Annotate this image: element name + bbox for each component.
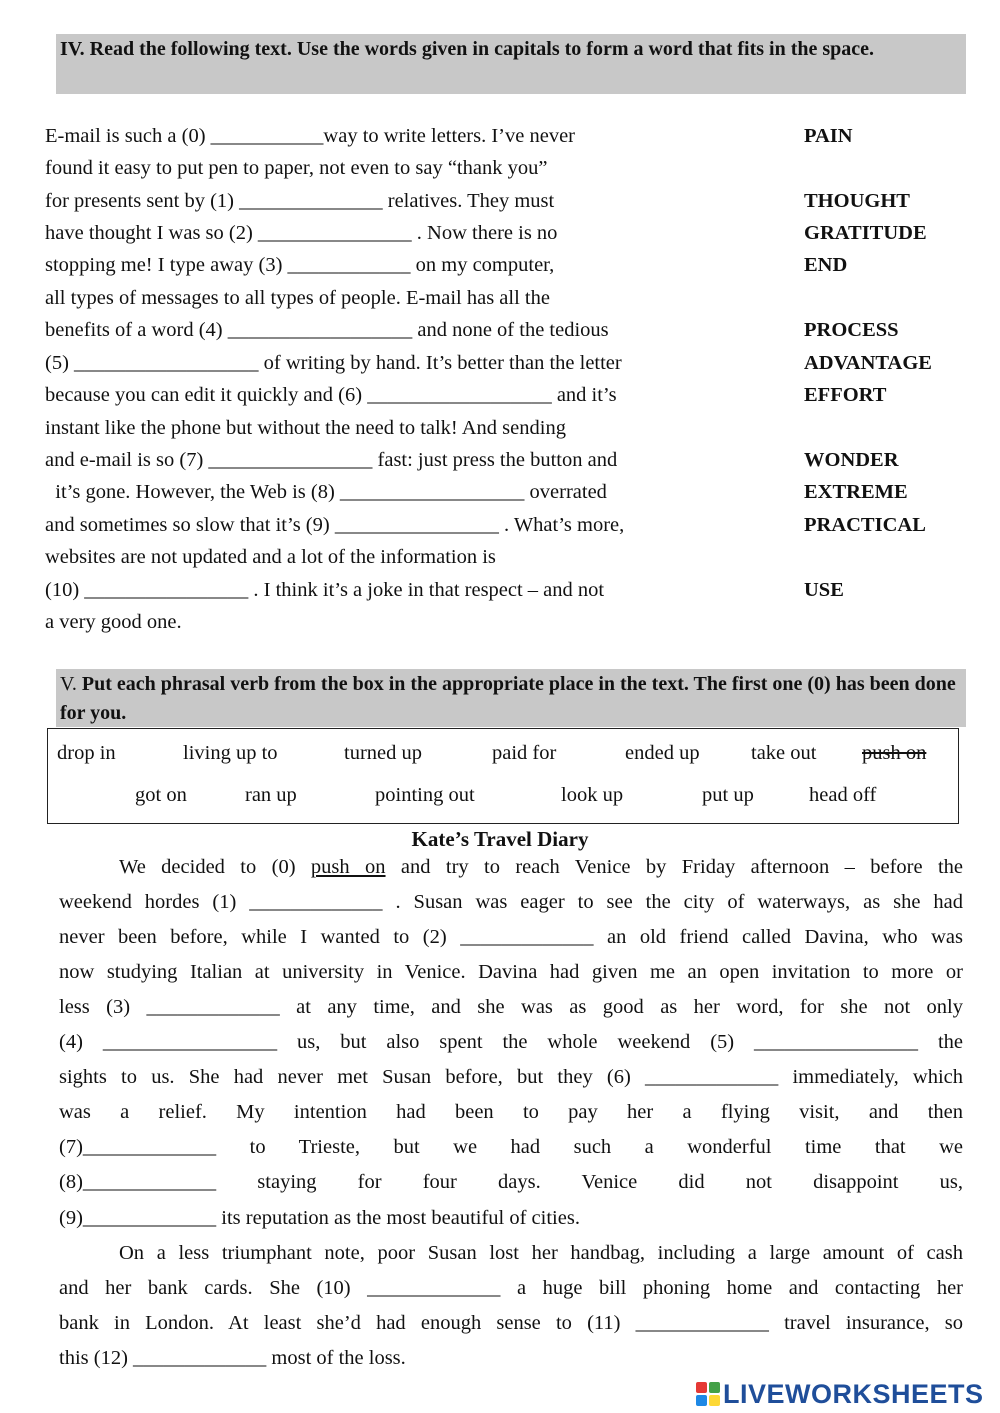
logo-square-blue <box>696 1395 707 1406</box>
logo-text: LIVEWORKSHEETS <box>723 1378 984 1409</box>
text-line: instant like the phone but without the need to talk! And sending <box>45 417 566 439</box>
text-line: stopping me! I type away (3) ____________ on my computer, <box>45 254 555 276</box>
text-line: E-mail is such a (0) ___________way to write letters. I’ve never <box>45 125 575 147</box>
text-line: for presents sent by (1) ______________ relatives. They must <box>45 190 555 212</box>
example-answer: push on <box>310 856 386 878</box>
capital-word: END <box>804 254 848 276</box>
capital-word: THOUGHT <box>804 190 910 212</box>
capital-word: PRACTICAL <box>804 514 926 536</box>
text-line: and her bank cards. She (10) _____________ a huge bill phoning home and contacting her <box>59 1277 963 1299</box>
text-line: all types of messages to all types of people. E-mail has all the <box>45 287 550 309</box>
phrasal-verb: paid for <box>492 742 557 764</box>
phrasal-verb: head off <box>809 784 877 806</box>
text-line: sights to us. She had never met Susan before, but they (6) _____________ immediately, which <box>59 1066 963 1088</box>
text-line: have thought I was so (2) _______________ . Now there is no <box>45 222 558 244</box>
text-line: (8)_____________ staying for four days. Venice did not disappoint us, <box>59 1171 963 1193</box>
text-line: found it easy to put pen to paper, not even to say “thank you” <box>45 157 548 179</box>
text-line: benefits of a word (4) __________________ and none of the tedious <box>45 319 609 341</box>
text-line: less (3) _____________ at any time, and she was as good as her word, for she not only <box>59 996 963 1018</box>
text-line: was a relief. My intention had been to pay her a flying visit, and then <box>59 1101 963 1123</box>
text-line: never been before, while I wanted to (2) _____________ an old friend called Davina, who was <box>59 926 963 948</box>
capital-word: USE <box>804 579 844 601</box>
section-4-header: IV. Read the following text. Use the words given in capitals to form a word that fits in the space. <box>56 34 966 94</box>
phrasal-verb: pointing out <box>375 784 475 806</box>
text-line: a very good one. <box>45 611 182 633</box>
capital-word: PAIN <box>804 125 853 147</box>
text-line: weekend hordes (1) _____________ . Susan was eager to see the city of waterways, as she had <box>59 891 963 913</box>
capital-word: PROCESS <box>804 319 899 341</box>
capital-word: ADVANTAGE <box>804 352 932 374</box>
text-line: bank in London. At least she’d had enough sense to (11) _____________ travel insurance, so <box>59 1312 963 1334</box>
text-line: it’s gone. However, the Web is (8) __________________ overrated <box>45 481 607 503</box>
liveworksheets-logo <box>696 1377 984 1411</box>
section-5-instruction: Put each phrasal verb from the box in the appropriate place in the text. The first one (0) has been done for you. <box>60 673 956 724</box>
logo-square-yellow <box>709 1395 720 1406</box>
text-line: On a less triumphant note, poor Susan lost her handbag, including a large amount of cash <box>119 1242 963 1264</box>
phrasal-verb-used: push on <box>862 742 927 764</box>
logo-icon <box>696 1382 720 1406</box>
text-line: and sometimes so slow that it’s (9) ________________ . What’s more, <box>45 514 625 536</box>
phrasal-verb: take out <box>751 742 817 764</box>
diary-title: Kate’s Travel Diary <box>411 827 589 851</box>
text-line <box>119 853 963 881</box>
text-line: websites are not updated and a lot of the information is <box>45 546 496 568</box>
text-line: (7)_____________ to Trieste, but we had such a wonderful time that we <box>59 1136 963 1158</box>
text-line: and e-mail is so (7) ________________ fast: just press the button and <box>45 449 618 471</box>
text-line: (4) _________________ us, but also spent the whole weekend (5) ________________ the <box>59 1031 963 1053</box>
phrasal-verb-box <box>47 728 959 824</box>
text-line: (9)_____________ its reputation as the most beautiful of cities. <box>59 1207 580 1229</box>
phrasal-verb: ended up <box>625 742 700 764</box>
text-line: this (12) _____________ most of the loss. <box>59 1347 406 1369</box>
text-line: (5) __________________ of writing by hand. It’s better than the letter <box>45 352 622 374</box>
text-line: because you can edit it quickly and (6) __________________ and it’s <box>45 384 617 406</box>
phrasal-verb: put up <box>702 784 754 806</box>
section-5-header <box>56 669 966 727</box>
logo-square-green <box>709 1382 720 1393</box>
capital-word: EXTREME <box>804 481 908 503</box>
phrasal-verb: living up to <box>183 742 278 764</box>
capital-word: GRATITUDE <box>804 222 927 244</box>
text-line: (10) ________________ . I think it’s a joke in that respect – and not <box>45 579 605 601</box>
phrasal-verb: got on <box>135 784 187 806</box>
capital-word: EFFORT <box>804 384 887 406</box>
logo-square-red <box>696 1382 707 1393</box>
section-5-number: V. <box>60 673 82 695</box>
phrasal-verb: drop in <box>57 742 116 764</box>
text-fragment: and try to reach Venice by Friday afternoon – before the <box>385 856 963 878</box>
capital-word: WONDER <box>804 449 899 471</box>
text-line: now studying Italian at university in Venice. Davina had given me an open invitation to more or <box>59 961 963 983</box>
phrasal-verb: look up <box>561 784 624 806</box>
phrasal-verb: ran up <box>245 784 297 806</box>
phrasal-verb: turned up <box>344 742 422 764</box>
text-fragment: We decided to (0) <box>119 856 311 878</box>
